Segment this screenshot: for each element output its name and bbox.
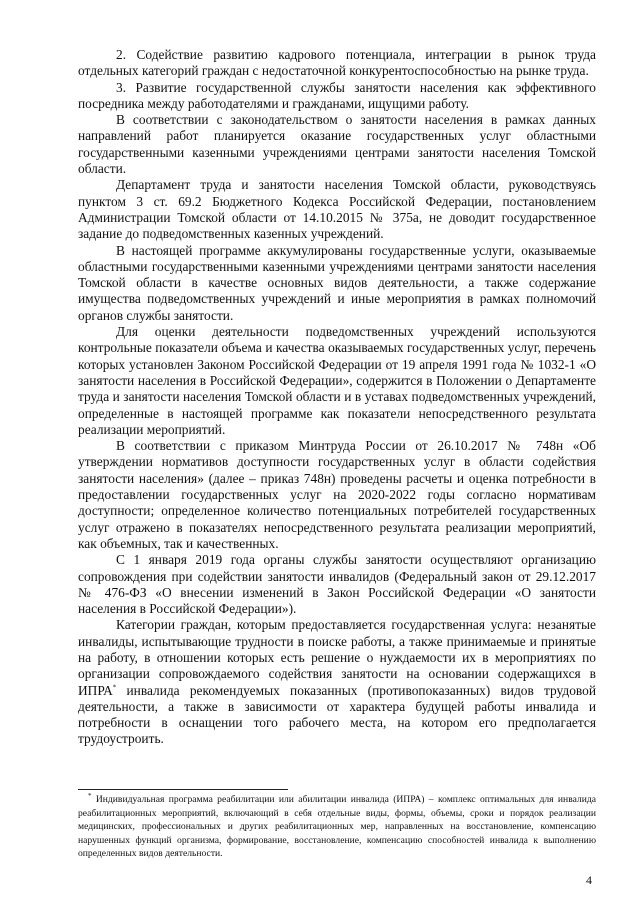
paragraph: 2. Содействие развитию кадрового потенциала, интеграции в рынок труда отдельных категорий граждан с недостаточной конкурентоспособностью на рынке труда.	[78, 47, 596, 79]
footnote-mark: *	[88, 791, 92, 800]
body-text	[78, 47, 596, 748]
paragraph-text-start: Категории граждан, которым предоставляется государственная услуга: незанятые инвалиды, испытывающие трудности в поиске работы, а также принимаемые и принятые на работу, в отношении которых есть решение о нуждаемости их в мероприятиях по организации сопровождаемого содействия занятости на основании содержащихся в ИПРА	[78, 617, 596, 698]
paragraph-text-end: инвалида рекомендуемых показанных (противопоказанных) видов трудовой деятельности, а также в зависимости от характера будущей работы инвалида и потребности в оснащении того рабочего места, на котором его предполагается трудоустроить.	[78, 682, 596, 747]
footnote-text: Индивидуальная программа реабилитации или абилитации инвалида (ИПРА) – комплекс оптимальных для инвалида реабилитационных мероприятий, включающий в себя отдельные виды, формы, объемы, сроки и порядок реализации медицинских, профессиональных и других реабилитационных мер, направленных на восстановление, компенсацию нарушенных функций организма, формирование, восстановление, компенсацию способностей инвалида к выполнению определенных видов деятельности.	[78, 794, 596, 860]
footnote	[78, 793, 596, 861]
paragraph-with-footnote-ref	[78, 617, 596, 747]
footnote-reference-mark: *	[112, 683, 117, 692]
paragraph: Для оценки деятельности подведомственных учреждений используются контрольные показатели объема и качества оказываемых государственных услуг, перечень которых установлен Законом Российской Федерации от 19 апреля 1991 года № 1032-1 «О занятости населения в Российской Федерации», содержится в Положении о Департаменте труда и занятости населения Томской области и в уставах подведомственных учреждений, определенные в настоящей программе как показатели непосредственного результата реализации мероприятий.	[78, 324, 596, 437]
paragraph: С 1 января 2019 года органы службы занятости осуществляют организацию сопровождения при содействии занятости инвалидов (Федеральный закон от 29.12.2017 № 476-ФЗ «О внесении изменений в Закон Российской Федерации «О занятости населения в Российской Федерации»).	[78, 552, 596, 617]
paragraph: В соответствии с приказом Минтруда России от 26.10.2017 № 748н «Об утверждении нормативов доступности государственных услуг в области содействия занятости населения» (далее – приказ 748н) проведены расчеты и оценка потребности в предоставлении государственных услуг на 2020-2022 годы согласно нормативам доступности; определенное количество потенциальных потребителей государственных услуг отражено в показателях непосредственного результата реализации мероприятий, как объемных, так и качественных.	[78, 438, 596, 551]
paragraph: В соответствии с законодательством о занятости населения в рамках данных направлений работ планируется оказание государственных услуг областными государственными казенными учреждениями центрами занятости населения Томской области.	[78, 112, 596, 177]
footnote-divider	[78, 789, 288, 790]
paragraph: Департамент труда и занятости населения Томской области, руководствуясь пунктом 3 ст. 69.2 Бюджетного Кодекса Российской Федерации, постановлением Администрации Томской области от 14.10.2015 № 375а, не доводит государственное задание до подведомственных казенных учреждений.	[78, 177, 596, 242]
paragraph: 3. Развитие государственной службы занятости населения как эффективного посредника между работодателями и гражданами, ищущими работу.	[78, 79, 596, 111]
paragraph: В настоящей программе аккумулированы государственные услуги, оказываемые областными государственными казенными учреждениями центрами занятости населения Томской области в качестве основных видов деятельности, а также содержание имущества подведомственных учреждений и иные мероприятия в рамках полномочий органов службы занятости.	[78, 242, 596, 323]
page-number: 4	[586, 873, 592, 887]
